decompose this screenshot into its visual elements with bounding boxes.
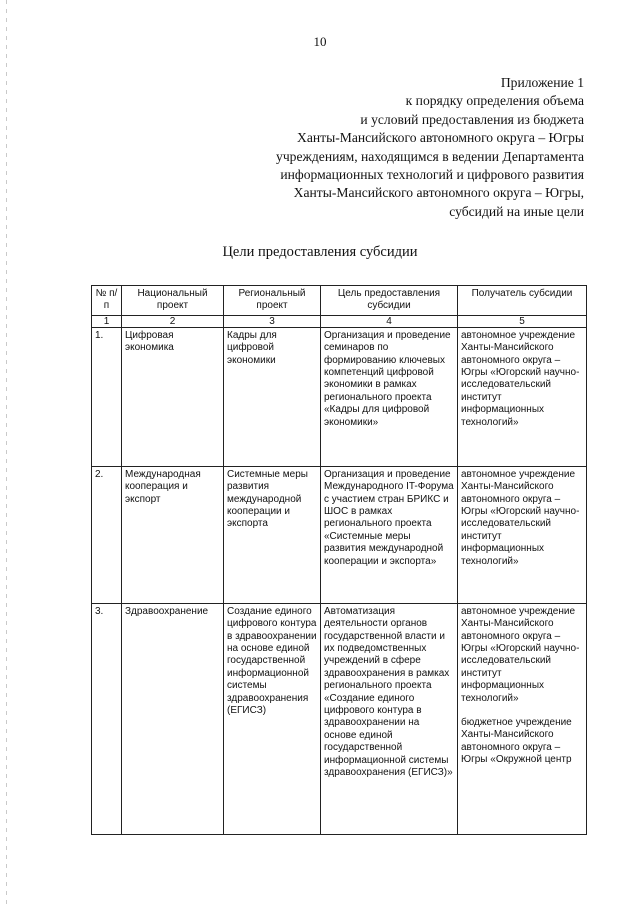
appendix-line: Приложение 1 xyxy=(500,75,584,90)
appendix-line: информационных технологий и цифрового развития xyxy=(280,167,584,183)
column-number: 1 xyxy=(92,315,122,327)
column-number: 4 xyxy=(321,315,458,327)
cell-regional-project: Системные меры развития международной кооперации и экспорта xyxy=(224,466,321,603)
header-cell-national-project: Национальный проект xyxy=(122,286,224,316)
cell-national-project: Цифровая экономика xyxy=(122,327,224,466)
appendix-line: субсидий на иные цели xyxy=(449,203,584,219)
column-number: 2 xyxy=(122,315,224,327)
header-cell-recipient: Получатель субсидии xyxy=(458,286,587,316)
header-cell-goal: Цель предоставления субсидии xyxy=(321,286,458,316)
recipient-gap xyxy=(461,705,583,717)
cell-goal: Организация и проведение семинаров по формированию ключевых компетенций цифровой экономики в рамках регионального проекта «Кадры для цифровой экономики» xyxy=(321,327,458,466)
subsidy-goals-table xyxy=(91,285,587,835)
appendix-line: Ханты-Мансийского автономного округа – Югры xyxy=(297,130,584,146)
header-cell-number: № п/п xyxy=(92,286,122,316)
appendix-line: к порядку определения объема xyxy=(405,93,584,109)
table-row xyxy=(92,603,587,834)
document-title: Цели предоставления субсидии xyxy=(222,244,418,260)
cell-regional-project: Кадры для цифровой экономики xyxy=(224,327,321,466)
column-number: 3 xyxy=(224,315,321,327)
cell-goal: Организация и проведение Международного IT-Форума с участием стран БРИКС и ШОС в рамках регионального проекта «Системные меры развития международной кооперации и экспорта» xyxy=(321,466,458,603)
cell-number: 1. xyxy=(92,327,122,466)
cell-national-project: Международная кооперация и экспорт xyxy=(122,466,224,603)
cell-national-project: Здравоохранение xyxy=(122,603,224,834)
cell-recipient: автономное учреждение Ханты-Мансийского автономного округа – Югры «Югорский научно-исследовательский институт информационных технологий» xyxy=(461,605,580,704)
column-number-row xyxy=(92,315,587,327)
cell-goal: Автоматизация деятельности органов государственной власти и их подведомственных учреждений в сфере здравоохранения в рамках регионального проекта «Создание единого цифрового контура в здравоохранении на основе единой государственной информационной системы здравоохранения (ЕГИСЗ)» xyxy=(321,603,458,834)
cell-recipient: автономное учреждение Ханты-Мансийского автономного округа – Югры «Югорский научно-исследовательский институт информационных технологий» xyxy=(458,466,587,603)
cell-recipient-group xyxy=(458,603,587,834)
cell-number: 3. xyxy=(92,603,122,834)
appendix-line: учреждениям, находящимся в ведении Департамента xyxy=(276,148,584,164)
cell-regional-project: Создание единого цифрового контура в здравоохранении на основе единой государственной информационной системы здравоохранения (ЕГИСЗ) xyxy=(224,603,321,834)
table-row xyxy=(92,327,587,466)
page-number: 10 xyxy=(313,34,327,49)
scan-edge-marks xyxy=(6,0,7,905)
header-cell-regional-project: Региональный проект xyxy=(224,286,321,316)
appendix-header xyxy=(276,74,584,221)
appendix-line: и условий предоставления из бюджета xyxy=(360,111,584,127)
cell-number: 2. xyxy=(92,466,122,603)
table-header-row xyxy=(92,286,587,316)
column-number: 5 xyxy=(458,315,587,327)
appendix-line: Ханты-Мансийского автономного округа – Югры, xyxy=(293,185,584,201)
table-row xyxy=(92,466,587,603)
cell-recipient: автономное учреждение Ханты-Мансийского автономного округа – Югры «Югорский научно-исследовательский институт информационных технологий» xyxy=(458,327,587,466)
cell-recipient-second: бюджетное учреждение Ханты-Мансийского автономного округа – Югры «Окружной центр xyxy=(461,717,572,766)
